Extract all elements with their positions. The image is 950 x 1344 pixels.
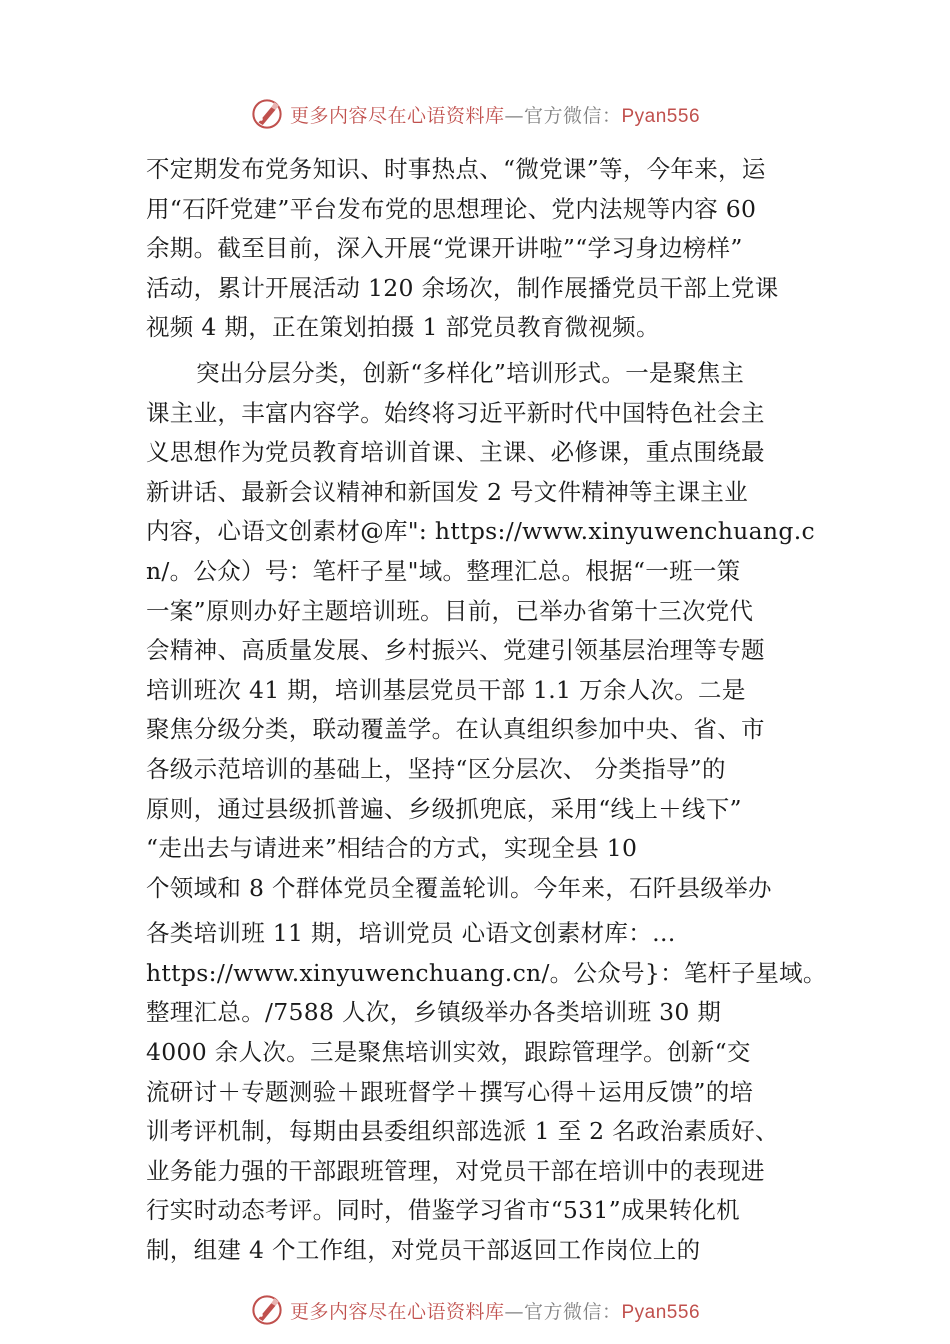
document-body [146, 150, 827, 1271]
pen-nib-logo-icon [250, 1293, 284, 1327]
header-official-label: 官方微信： [523, 104, 622, 127]
body-line: 余期。截至目前，深入开展“党课开讲啦”“学习身边榜样” [146, 234, 743, 263]
body-line: n/。公众）号：笔杆子星"域。整理汇总。根据“一班一策 [146, 556, 741, 585]
paragraph-first-line: 突出分层分类，创新“多样化”培训形式。一是聚焦主 [196, 358, 745, 387]
footer-banner [0, 1290, 950, 1330]
body-line: 不定期发布党务知识、时事热点、“微党课”等，今年来，运 [146, 155, 766, 183]
body-line: 内容，心语文创素材@库": https://www.xinyuwenchuang.c [146, 517, 815, 546]
body-line: 课主业，丰富内容学。始终将习近平新时代中国特色社会主 [146, 398, 765, 427]
header-banner-inner [250, 97, 700, 131]
body-line: 训考评机制，每期由县委组织部选派 1 至 2 名政治素质好、 [146, 1117, 779, 1146]
body-line: https://www.xinyuwenchuang.cn/。公众号}：笔杆子星域。 [146, 958, 827, 987]
body-line: 聚焦分级分类，联动覆盖学。在认真组织参加中央、省、市 [146, 715, 765, 744]
footer-banner-text [290, 1297, 700, 1324]
body-line: 4000 余人次。三是聚焦培训实效，跟踪管理学。创新“交 [146, 1038, 751, 1067]
body-line: 义思想作为党员教育培训首课、主课、必修课，重点围绕最 [146, 438, 765, 467]
body-line: 培训班次 41 期，培训基层党员干部 1.1 万余人次。二是 [146, 675, 746, 704]
footer-separator: — [504, 1300, 524, 1323]
body-line: 流研讨＋专题测验＋跟班督学＋撰写心得＋运用反馈”的培 [146, 1077, 754, 1106]
body-line: 原则，通过县级抓普遍、乡级抓兜底，采用“线上＋线下” [146, 794, 742, 823]
body-line: 视频 4 期，正在策划拍摄 1 部党员教育微视频。 [146, 313, 660, 342]
footer-banner-inner [250, 1293, 700, 1327]
body-line: 行实时动态考评。同时，借鉴学习省市“531”成果转化机 [146, 1196, 740, 1225]
header-banner-text [290, 101, 700, 128]
header-separator: — [504, 104, 524, 127]
footer-official-label: 官方微信： [523, 1300, 622, 1323]
body-line: 业务能力强的干部跟班管理，对党员干部在培训中的表现进 [146, 1156, 765, 1185]
footer-brand-text: 更多内容尽在心语资料库 [289, 1300, 505, 1323]
body-line: 新讲话、最新会议精神和新国发 2 号文件精神等主课主业 [146, 477, 748, 506]
body-line: 用“石阡党建”平台发布党的思想理论、党内法规等内容 60 [146, 194, 757, 223]
pen-nib-logo-icon [250, 97, 284, 131]
body-line: 活动，累计开展活动 120 余场次，制作展播党员干部上党课 [146, 273, 779, 302]
header-banner [0, 94, 950, 134]
body-line: 个领域和 8 个群体党员全覆盖轮训。今年来，石阡县级举办 [146, 873, 772, 902]
header-brand-text: 更多内容尽在心语资料库 [289, 104, 505, 127]
footer-wechat-id: Pyan556 [621, 1301, 701, 1323]
body-line: 一案”原则办好主题培训班。目前，已举办省第十三次党代 [146, 596, 754, 625]
header-wechat-id: Pyan556 [621, 105, 701, 127]
body-line: “走出去与请进来”相结合的方式，实现全县 10 [146, 834, 638, 863]
body-line: 各类培训班 11 期，培训党员 心语文创素材库：… [146, 919, 676, 948]
body-line: 整理汇总。/7588 人次，乡镇级举办各类培训班 30 期 [146, 998, 722, 1027]
body-line: 各级示范培训的基础上，坚持“区分层次、 分类指导”的 [146, 754, 726, 783]
body-line: 会精神、高质量发展、乡村振兴、党建引领基层治理等专题 [146, 636, 765, 665]
body-line: 制，组建 4 个工作组，对党员干部返回工作岗位上的 [146, 1236, 701, 1265]
